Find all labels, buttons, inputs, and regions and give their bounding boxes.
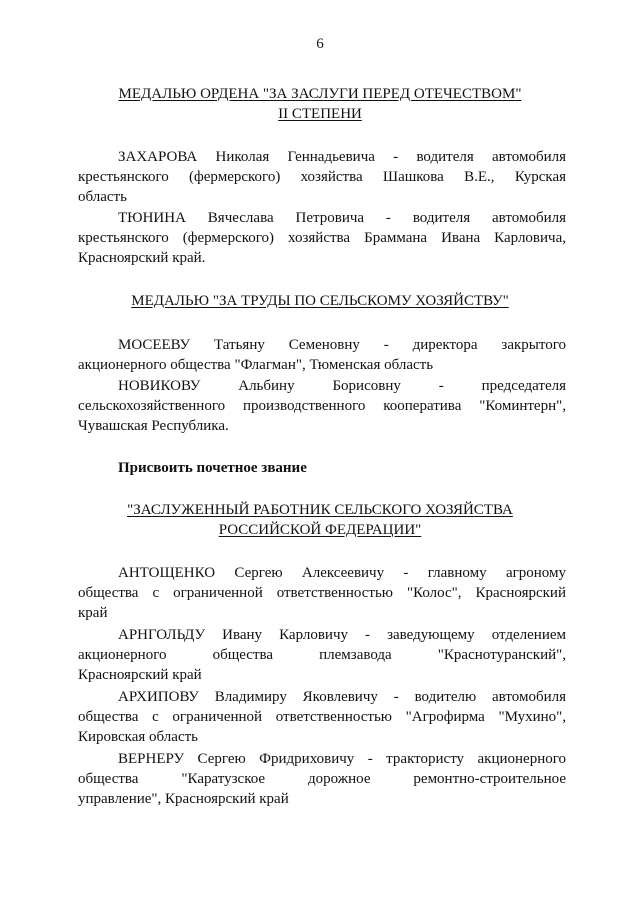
entry-line: Чувашская Республика.: [78, 418, 229, 434]
entry-line: область: [78, 189, 127, 205]
entry-line: крестьянского (фермерского) хозяйства Браммана Ивана Карловича,: [78, 230, 566, 246]
entry-line: АРХИПОВУ Владимиру Яковлевичу - водителю автомобиля: [118, 689, 566, 705]
award-entry: [78, 749, 566, 809]
award-entry: [78, 625, 566, 685]
entry-line: управление", Красноярский край: [78, 791, 289, 807]
heading-line: "ЗАСЛУЖЕННЫЙ РАБОТНИК СЕЛЬСКОГО ХОЗЯЙСТВА: [127, 502, 513, 518]
entry-line: Красноярский край.: [78, 250, 206, 266]
heading-line: РОССИЙСКОЙ ФЕДЕРАЦИИ": [218, 522, 422, 538]
entry-line: акционерного общества племзавода "Краснотуранский",: [78, 647, 566, 663]
entry-line: АРНГОЛЬДУ Ивану Карловичу - заведующему отделением: [118, 627, 566, 643]
heading-line: II СТЕПЕНИ: [278, 106, 362, 122]
section-heading-order-medal: [60, 84, 580, 124]
section-heading-honorary-title: [60, 500, 580, 540]
entry-line: общества с ограниченной ответственностью "Колос", Красноярский: [78, 585, 566, 601]
entry-line: общества с ограниченной ответственностью "Агрофирма "Мухино",: [78, 709, 566, 725]
award-entry: [78, 335, 566, 375]
entry-line: Кировская область: [78, 729, 199, 745]
section-heading-agriculture-medal: [60, 291, 580, 311]
entry-line: ВЕРНЕРУ Сергею Фридриховичу - трактористу акционерного: [118, 751, 566, 767]
award-entry: [78, 376, 566, 436]
award-entry: [78, 208, 566, 268]
award-entry: [78, 687, 566, 747]
entry-line: акционерного общества "Флагман", Тюменская область: [78, 357, 434, 373]
entry-line: крестьянского (фермерского) хозяйства Шашкова В.Е., Курская: [78, 169, 566, 185]
award-entry: [78, 147, 566, 207]
entry-line: сельскохозяйственного производственного кооператива "Коминтерн",: [78, 398, 566, 414]
entry-line: Красноярский край: [78, 667, 202, 683]
entry-line: МОСЕЕВУ Татьяну Семеновну - директора закрытого: [118, 337, 566, 353]
entry-line: край: [78, 605, 108, 621]
entry-line: общества "Каратузское дорожное ремонтно-строительное: [78, 771, 566, 787]
award-entry: [78, 563, 566, 623]
entry-line: ЗАХАРОВА Николая Геннадьевича - водителя автомобиля: [118, 149, 566, 165]
page-number: 6: [316, 36, 324, 52]
heading-line: МЕДАЛЬЮ "ЗА ТРУДЫ ПО СЕЛЬСКОМУ ХОЗЯЙСТВУ": [131, 293, 509, 309]
heading-line: МЕДАЛЬЮ ОРДЕНА "ЗА ЗАСЛУГИ ПЕРЕД ОТЕЧЕСТВОМ": [118, 86, 522, 102]
entry-line: НОВИКОВУ Альбину Борисовну - председателя: [118, 378, 566, 394]
entry-line: ТЮНИНА Вячеслава Петровича - водителя автомобиля: [118, 210, 566, 226]
entry-line: АНТОЩЕНКО Сергею Алексеевичу - главному агроному: [118, 565, 566, 581]
award-phrase: Присвоить почетное звание: [118, 460, 307, 476]
